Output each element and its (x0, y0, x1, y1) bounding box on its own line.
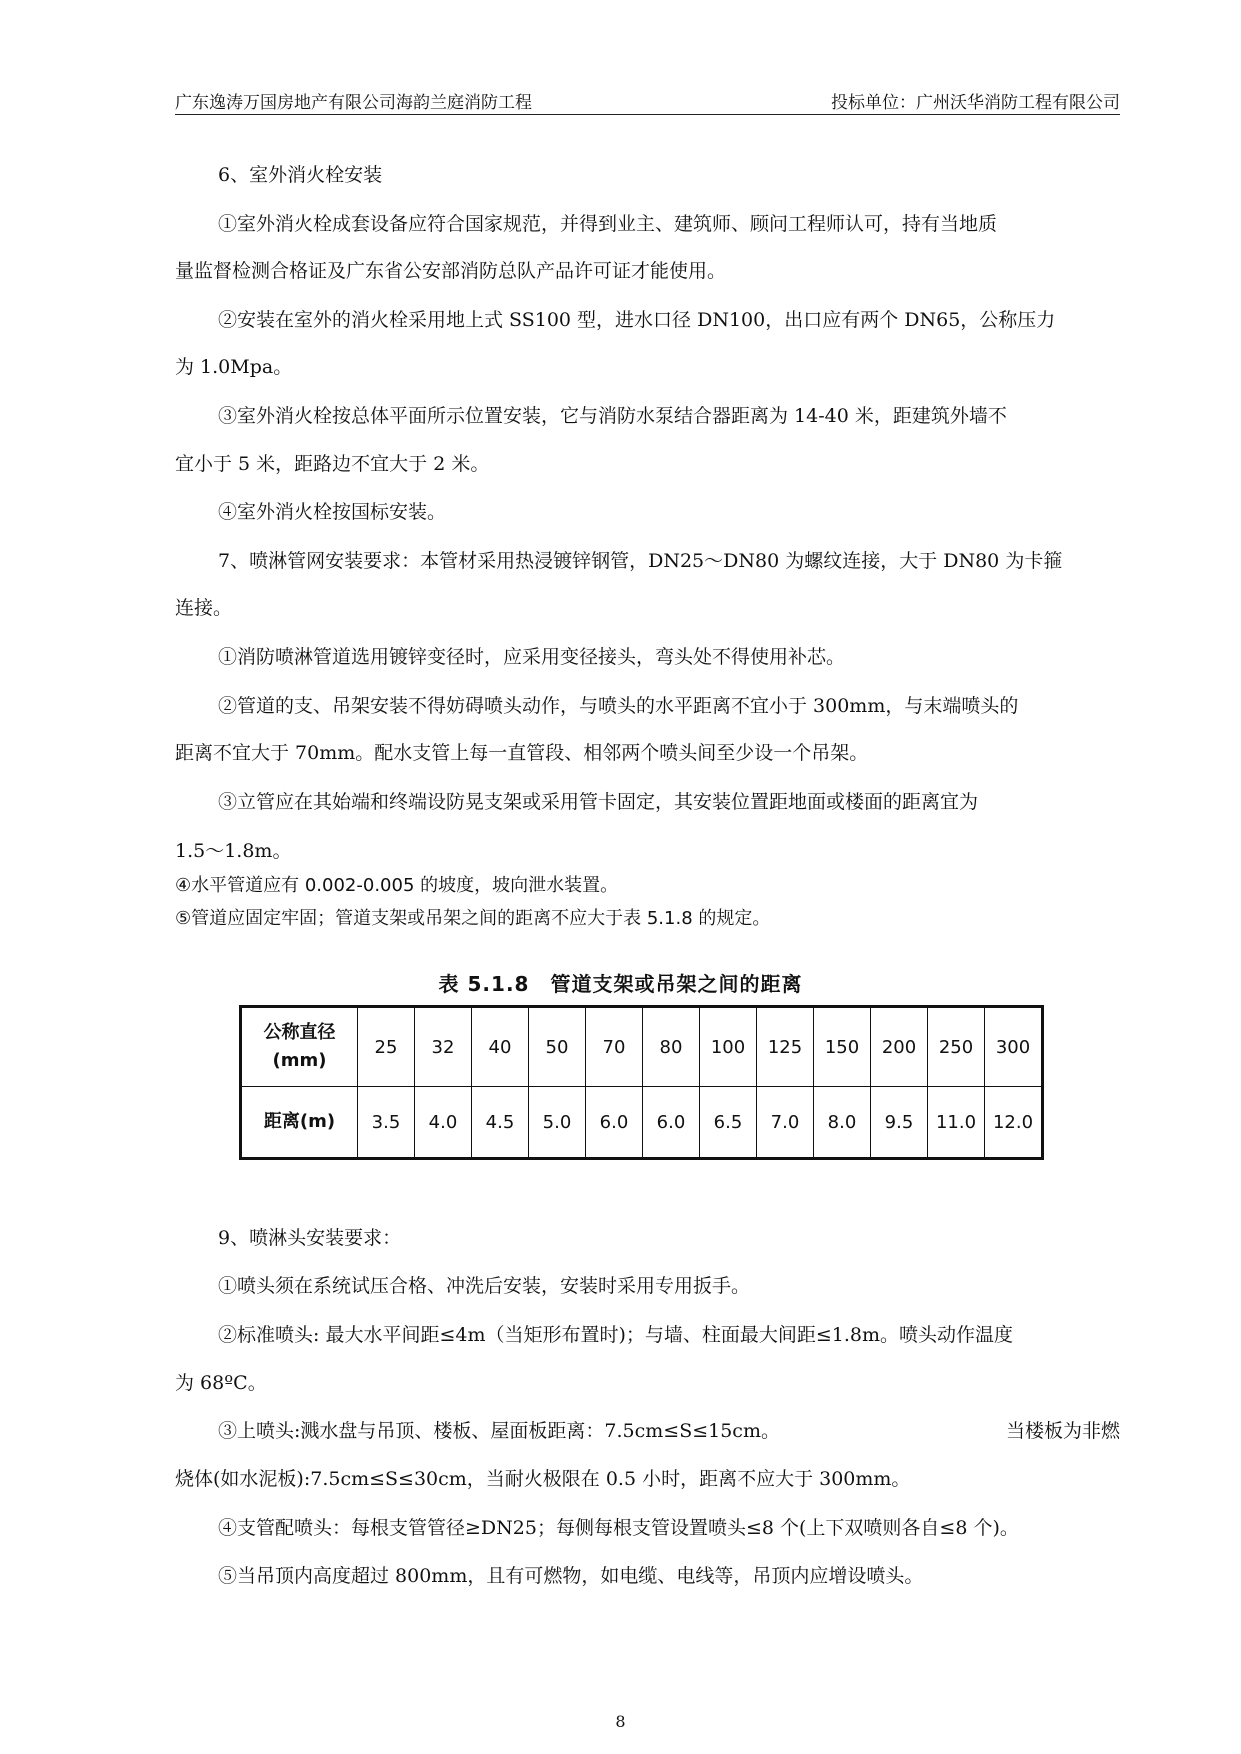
paragraph-9-3-line2: 烧体(如水泥板):7.5cm≤S≤30cm，当耐火极限在 0.5 小时，距离不应大于 300mm。 (175, 1468, 911, 1490)
table-row-distance (241, 1087, 1043, 1159)
diameter-cell: 40 (472, 1007, 529, 1087)
distance-cell: 5.0 (529, 1087, 586, 1159)
paragraph-7-3-line2: 1.5～1.8m。 (175, 840, 292, 862)
distance-cell: 9.5 (871, 1087, 928, 1159)
diameter-cell: 50 (529, 1007, 586, 1087)
section-6-title: 6、室外消火栓安装 (218, 164, 383, 186)
paragraph-6-2-line1: ②安装在室外的消火栓采用地上式 SS100 型，进水口径 DN100，出口应有两个 DN65，公称压力 (218, 309, 1056, 331)
header-project-name: 广东逸涛万国房地产有限公司海韵兰庭消防工程 (175, 93, 532, 113)
paragraph-9-2-line2: 为 68ºC。 (175, 1372, 267, 1394)
paragraph-9-4: ④支管配喷头：每根支管管径≥DN25；每侧每根支管设置喷头≤8 个(上下双喷则各自≤8 个)。 (218, 1517, 1019, 1539)
paragraph-6-3-line1: ③室外消火栓按总体平面所示位置安装，它与消防水泵结合器距离为 14-40 米，距建筑外墙不 (218, 405, 1007, 427)
diameter-header-label: 公称直径 (263, 1022, 336, 1043)
section-9-title: 9、喷淋头安装要求： (218, 1227, 402, 1249)
paragraph-9-2-line1: ②标准喷头: 最大水平间距≤4m（当矩形布置时)；与墙、柱面最大间距≤1.8m。喷头动作温度 (218, 1324, 1014, 1346)
distance-cell: 7.0 (757, 1087, 814, 1159)
paragraph-6-1-line1: ①室外消火栓成套设备应符合国家规范，并得到业主、建筑师、顾问工程师认可，持有当地质 (218, 213, 998, 235)
distance-cell: 6.0 (643, 1087, 700, 1159)
paragraph-7-2-line1: ②管道的支、吊架安装不得妨碍喷头动作，与喷头的水平距离不宜小于 300mm，与末端喷头的 (218, 695, 1019, 717)
section-7-line1: 7、喷淋管网安装要求：本管材采用热浸镀锌钢管，DN25～DN80 为螺纹连接，大于 DN80 为卡箍 (218, 550, 1063, 572)
diameter-cell: 70 (586, 1007, 643, 1087)
diameter-header-cell (241, 1007, 358, 1087)
diameter-cell: 125 (757, 1007, 814, 1087)
diameter-cell: 300 (985, 1007, 1043, 1087)
distance-cell: 6.0 (586, 1087, 643, 1159)
diameter-cell: 25 (358, 1007, 415, 1087)
paragraph-9-1: ①喷头须在系统试压合格、冲洗后安装，安装时采用专用扳手。 (218, 1275, 751, 1297)
paragraph-9-3-line1-left: ③上喷头:溅水盘与吊顶、楼板、屋面板距离：7.5cm≤S≤15cm。 (218, 1420, 780, 1442)
distance-cell: 4.0 (415, 1087, 472, 1159)
diameter-cell: 100 (700, 1007, 757, 1087)
table-caption: 表 5.1.8 管道支架或吊架之间的距离 (438, 972, 803, 996)
paragraph-7-1: ①消防喷淋管道选用镀锌变径时，应采用变径接头，弯头处不得使用补芯。 (218, 646, 846, 668)
paragraph-9-3-line1-right: 当楼板为非燃 (1005, 1420, 1120, 1442)
distance-cell: 4.5 (472, 1087, 529, 1159)
paragraph-6-4: ④室外消火栓按国标安装。 (218, 501, 447, 523)
diameter-cell: 150 (814, 1007, 871, 1087)
table-row-diameter (241, 1007, 1043, 1087)
distance-header-cell: 距离(m) (241, 1087, 358, 1159)
paragraph-9-5: ⑤当吊顶内高度超过 800mm，且有可燃物，如电缆、电线等，吊顶内应增设喷头。 (218, 1565, 924, 1587)
diameter-cell: 32 (415, 1007, 472, 1087)
paragraph-7-2-line2: 距离不宜大于 70mm。配水支管上每一直管段、相邻两个喷头间至少设一个吊架。 (175, 742, 869, 764)
paragraph-6-1-line2: 量监督检测合格证及广东省公安部消防总队产品许可证才能使用。 (175, 260, 727, 282)
distance-cell: 11.0 (928, 1087, 985, 1159)
section-7-line2: 连接。 (175, 597, 233, 619)
header-bidder: 投标单位：广州沃华消防工程有限公司 (831, 93, 1120, 113)
paragraph-7-3-line1: ③立管应在其始端和终端设防晃支架或采用管卡固定，其安装位置距地面或楼面的距离宜为 (218, 791, 979, 813)
diameter-cell: 80 (643, 1007, 700, 1087)
distance-cell: 6.5 (700, 1087, 757, 1159)
distance-cell: 8.0 (814, 1087, 871, 1159)
page-header (175, 88, 1120, 115)
paragraph-7-5: ⑤管道应固定牢固；管道支架或吊架之间的距离不应大于表 5.1.8 的规定。 (175, 908, 771, 929)
paragraph-6-2-line2: 为 1.0Mpa。 (175, 356, 293, 378)
distance-cell: 3.5 (358, 1087, 415, 1159)
diameter-cell: 250 (928, 1007, 985, 1087)
support-spacing-table (239, 1005, 1044, 1160)
paragraph-6-3-line2: 宜小于 5 米，距路边不宜大于 2 米。 (175, 453, 490, 475)
diameter-cell: 200 (871, 1007, 928, 1087)
diameter-header-unit: (mm) (272, 1050, 327, 1071)
page-number: 8 (615, 1712, 626, 1731)
paragraph-7-4: ④水平管道应有 0.002-0.005 的坡度，坡向泄水装置。 (175, 875, 619, 896)
distance-cell: 12.0 (985, 1087, 1043, 1159)
